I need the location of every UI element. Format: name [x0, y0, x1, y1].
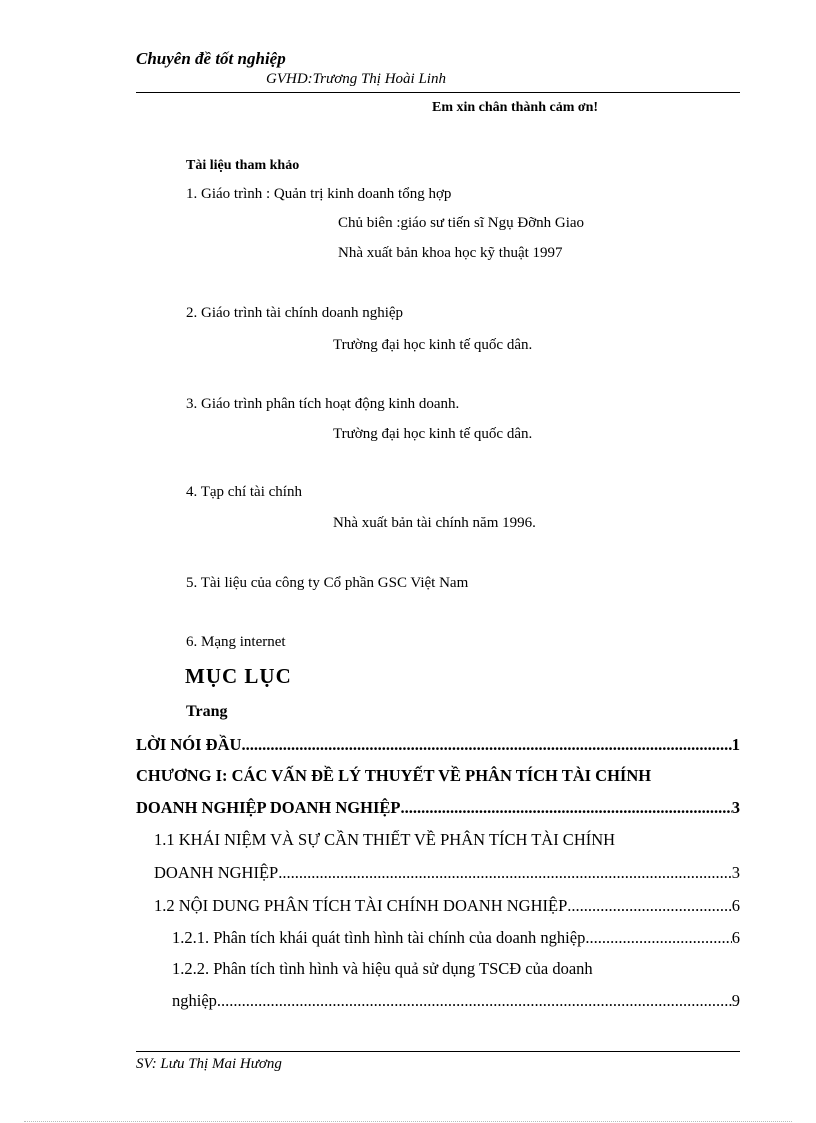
references-title: Tài liệu tham khảo — [186, 158, 300, 173]
toc-entry[interactable] — [172, 991, 740, 1011]
toc-entry-label: 1.2 NỘI DUNG PHÂN TÍCH TÀI CHÍNH DOANH NGHIỆP — [154, 896, 568, 915]
reference-detail: Trường đại học kinh tế quốc dân. — [333, 426, 533, 442]
page-edge — [24, 1121, 792, 1122]
toc-entry[interactable] — [136, 735, 740, 755]
toc-entry-page: 3 — [731, 798, 740, 817]
toc-entry[interactable] — [172, 928, 740, 948]
toc-entry-label: DOANH NGHIỆP DOANH NGHIỆP — [136, 798, 401, 817]
toc-entry-page: 3 — [731, 863, 740, 882]
reference-item: 6. Mạng internet — [186, 634, 286, 650]
reference-detail: Chủ biên :giáo sư tiến sĩ Ngụ Đỡnh Giao — [338, 215, 585, 231]
toc-leader-dots — [241, 735, 731, 755]
reference-item: 2. Giáo trình tài chính doanh nghiệp — [186, 305, 404, 321]
toc-entry[interactable] — [154, 863, 740, 883]
reference-item: 1. Giáo trình : Quản trị kinh doanh tổng hợp — [186, 186, 452, 202]
footer-rule — [136, 1051, 740, 1052]
thanks-line: Em xin chân thành cảm ơn! — [432, 100, 599, 115]
toc-page-column-label: Trang — [186, 703, 228, 720]
toc-entry-label: DOANH NGHIỆP — [154, 863, 279, 882]
toc-leader-dots — [585, 928, 731, 948]
toc-entry-page: 6 — [731, 896, 740, 915]
header-rule — [136, 92, 740, 93]
toc-entry-page: 1 — [731, 735, 740, 754]
reference-item: 3. Giáo trình phân tích hoạt động kinh doanh. — [186, 396, 460, 412]
toc-entry[interactable] — [136, 798, 740, 818]
toc-entry-page: 9 — [731, 991, 740, 1010]
toc-leader-dots — [278, 863, 732, 883]
toc-title: MỤC LỤC — [185, 664, 292, 688]
toc-entry-page: 6 — [731, 928, 740, 947]
reference-detail: Nhà xuất bản khoa học kỹ thuật 1997 — [338, 245, 563, 261]
reference-item: 5. Tài liệu của công ty Cổ phần GSC Việt Nam — [186, 575, 469, 591]
reference-detail: Nhà xuất bản tài chính năm 1996. — [333, 515, 536, 531]
toc-entry-label-line1[interactable]: 1.1 KHÁI NIỆM VÀ SỰ CẦN THIẾT VỀ PHÂN TÍCH TÀI CHÍNH — [154, 830, 616, 849]
advisor-name: GVHD:Trương Thị Hoài Linh — [266, 71, 446, 87]
toc-entry-label: LỜI NÓI ĐẦU — [136, 735, 242, 754]
reference-detail: Trường đại học kinh tế quốc dân. — [333, 337, 533, 353]
toc-entry-label-line1[interactable]: 1.2.2. Phân tích tình hình và hiệu quả sử dụng TSCĐ của doanh — [172, 959, 593, 978]
student-name: SV: Lưu Thị Mai Hương — [136, 1056, 282, 1072]
reference-item: 4. Tạp chí tài chính — [186, 484, 302, 500]
toc-leader-dots — [400, 798, 731, 818]
toc-entry-label: 1.2.1. Phân tích khái quát tình hình tài chính của doanh nghiệp — [172, 928, 586, 947]
toc-entry-label-line1[interactable]: CHƯƠNG I: CÁC VẤN ĐỀ LÝ THUYẾT VỀ PHÂN TÍCH TÀI CHÍNH — [136, 766, 652, 785]
toc-leader-dots — [567, 896, 732, 916]
document-header-title: Chuyên đề tốt nghiệp — [136, 49, 286, 68]
toc-leader-dots — [217, 991, 732, 1011]
toc-entry[interactable] — [154, 896, 740, 916]
toc-entry-label: nghiệp — [172, 991, 217, 1010]
